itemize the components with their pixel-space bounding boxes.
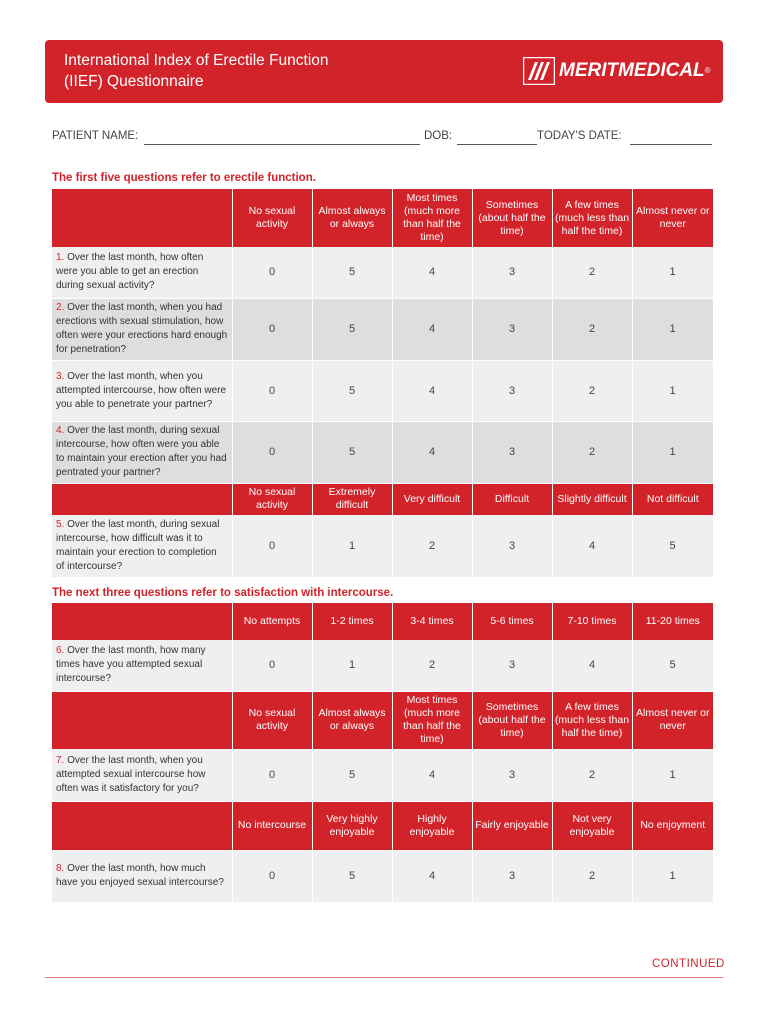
erectile-function-table [52,189,714,578]
col-header: No intercourse [232,801,312,850]
question-number: 2. [56,302,65,313]
answer-option[interactable]: 0 [232,850,312,902]
col-header: 7-10 times [552,603,632,640]
answer-option[interactable]: 3 [472,298,552,360]
question-number: 6. [56,645,65,657]
col-header: Almost always or always [312,189,392,247]
col-header: Sometimes (about half the time) [472,691,552,749]
question-label: Over the last month, when you attempted intercourse, how often were you able to penetrate your partner? [56,370,227,410]
answer-option[interactable]: 4 [552,640,632,691]
answer-option[interactable]: 3 [472,850,552,902]
answer-option[interactable]: 5 [312,421,392,483]
title-line-2: (IIEF) Questionnaire [64,73,204,90]
col-header: Very highly enjoyable [312,801,392,850]
merit-medical-logo [523,57,711,87]
answer-option[interactable]: 3 [472,247,552,298]
col-header: Sometimes (about half the time) [472,189,552,247]
col-header: Highly enjoyable [392,801,472,850]
answer-option[interactable]: 5 [632,640,713,691]
answer-option[interactable]: 0 [232,749,312,801]
col-header: Very difficult [392,483,472,515]
question-row-5 [52,515,713,577]
question-text [52,247,232,298]
col-header: Extremely difficult [312,483,392,515]
answer-option[interactable]: 1 [312,515,392,577]
header-blank-cell [52,189,232,247]
col-header: Most times (much more than half the time) [392,691,472,749]
answer-option[interactable]: 4 [392,421,472,483]
answer-option[interactable]: 3 [472,515,552,577]
answer-option[interactable]: 2 [552,298,632,360]
col-header: A few times (much less than half the time) [552,189,632,247]
logo-wordmark [559,60,711,82]
continued-label: CONTINUED [652,958,725,970]
question-number: 5. [56,518,65,530]
answer-option[interactable]: 3 [472,640,552,691]
header-row-attempts [52,603,713,640]
col-header: No sexual activity [232,691,312,749]
answer-option[interactable]: 2 [552,421,632,483]
answer-option[interactable]: 2 [392,515,472,577]
section-title-satisfaction: The next three questions refer to satisfaction with intercourse. [52,587,394,599]
answer-option[interactable]: 5 [632,515,713,577]
section-title-erectile-function: The first five questions refer to erectile function. [52,172,316,184]
answer-option[interactable]: 3 [472,421,552,483]
question-label: Over the last month, when you attempted sexual intercourse how often was it satisfactory for you? [56,754,206,794]
header-banner [45,40,723,103]
answer-option[interactable]: 2 [552,850,632,902]
question-text [52,515,232,577]
answer-option[interactable]: 0 [232,421,312,483]
logo-registered-mark: ® [704,66,711,75]
answer-option[interactable]: 4 [552,515,632,577]
title-line-1: International Index of Erectile Function [64,52,329,69]
answer-option[interactable]: 3 [472,360,552,421]
col-header: Slightly difficult [552,483,632,515]
col-header: No attempts [232,603,312,640]
dob-label: DOB: [424,130,453,142]
answer-option[interactable]: 4 [392,360,472,421]
header-row-frequency-2 [52,691,713,749]
question-row-4 [52,421,713,483]
merit-logo-mark-icon [523,57,555,85]
answer-option[interactable]: 1 [632,421,713,483]
col-header: 5-6 times [472,603,552,640]
question-text [52,749,232,801]
col-header: Most times (much more than half the time) [392,189,472,247]
col-header: No sexual activity [232,189,312,247]
answer-option[interactable]: 5 [312,360,392,421]
patient-name-field[interactable] [144,144,420,145]
answer-option[interactable]: 5 [312,247,392,298]
patient-name-label: PATIENT NAME: [52,130,139,142]
answer-option[interactable]: 2 [552,247,632,298]
question-label: Over the last month, during sexual intercourse, how often were you able to maintain your erection after you had pentrated your partner? [56,425,227,478]
question-number: 3. [56,370,65,382]
header-blank-cell [52,603,232,640]
col-header: Not difficult [632,483,713,515]
answer-option[interactable]: 2 [392,640,472,691]
col-header: Almost never or never [632,691,713,749]
question-row-1 [52,247,713,298]
question-label: Over the last month, during sexual intercourse, how difficult was it to maintain your erection to completion of intercourse? [56,518,220,572]
header-blank-cell [52,483,232,515]
question-text [52,360,232,421]
patient-info-line [52,130,717,146]
question-number: 8. [56,862,65,874]
col-header: Almost always or always [312,691,392,749]
answer-option[interactable]: 5 [312,298,392,360]
page-title [64,50,329,92]
col-header: No enjoyment [632,801,713,850]
question-text [52,640,232,691]
answer-option[interactable]: 1 [632,298,713,360]
todays-date-label: TODAY'S DATE: [537,130,622,142]
question-text [52,421,232,483]
header-blank-cell [52,691,232,749]
question-text [52,850,232,902]
col-header: Difficult [472,483,552,515]
col-header: Almost never or never [632,189,713,247]
answer-option[interactable]: 5 [312,749,392,801]
header-row-enjoyment [52,801,713,850]
question-row-2 [52,298,713,360]
logo-wordmark-text: MERITMEDICAL [559,60,705,81]
question-row-8 [52,850,713,902]
question-label: Over the last month, how many times have you attempted sexual intercourse? [56,645,206,685]
answer-option[interactable]: 4 [392,850,472,902]
question-text [52,298,232,360]
answer-option[interactable]: 2 [552,360,632,421]
question-label: Over the last month, how much have you enjoyed sexual intercourse? [56,862,224,888]
answer-option[interactable]: 1 [632,247,713,298]
answer-option[interactable]: 4 [392,749,472,801]
answer-option[interactable]: 1 [632,850,713,902]
answer-option[interactable]: 4 [392,298,472,360]
header-row-difficulty [52,483,713,515]
footer-divider [45,977,723,978]
col-header: Not very enjoyable [552,801,632,850]
answer-option[interactable]: 1 [632,360,713,421]
answer-option[interactable]: 0 [232,640,312,691]
col-header: No sexual activity [232,483,312,515]
question-number: 1. [56,252,65,264]
question-row-3 [52,360,713,421]
answer-option[interactable]: 2 [552,749,632,801]
dob-field[interactable] [457,144,537,145]
answer-option[interactable]: 1 [312,640,392,691]
answer-option[interactable]: 0 [232,247,312,298]
todays-date-field[interactable] [630,144,712,145]
header-blank-cell [52,801,232,850]
answer-option[interactable]: 0 [232,360,312,421]
question-number: 7. [56,754,65,766]
question-label: Over the last month, when you had erections with sexual stimulation, how often were your erections hard enough for penetration? [56,302,228,355]
answer-option[interactable]: 5 [312,850,392,902]
answer-option[interactable]: 3 [472,749,552,801]
answer-option[interactable]: 4 [392,247,472,298]
question-row-7 [52,749,713,801]
answer-option[interactable]: 0 [232,298,312,360]
col-header: 3-4 times [392,603,472,640]
col-header: 1-2 times [312,603,392,640]
question-row-6 [52,640,713,691]
col-header: A few times (much less than half the time) [552,691,632,749]
answer-option[interactable]: 1 [632,749,713,801]
question-label: Over the last month, how often were you able to get an erection during sexual activity? [56,252,204,292]
col-header: Fairly enjoyable [472,801,552,850]
answer-option[interactable]: 0 [232,515,312,577]
col-header: 11-20 times [632,603,713,640]
satisfaction-table [52,603,714,903]
question-number: 4. [56,425,65,436]
header-row-frequency [52,189,713,247]
